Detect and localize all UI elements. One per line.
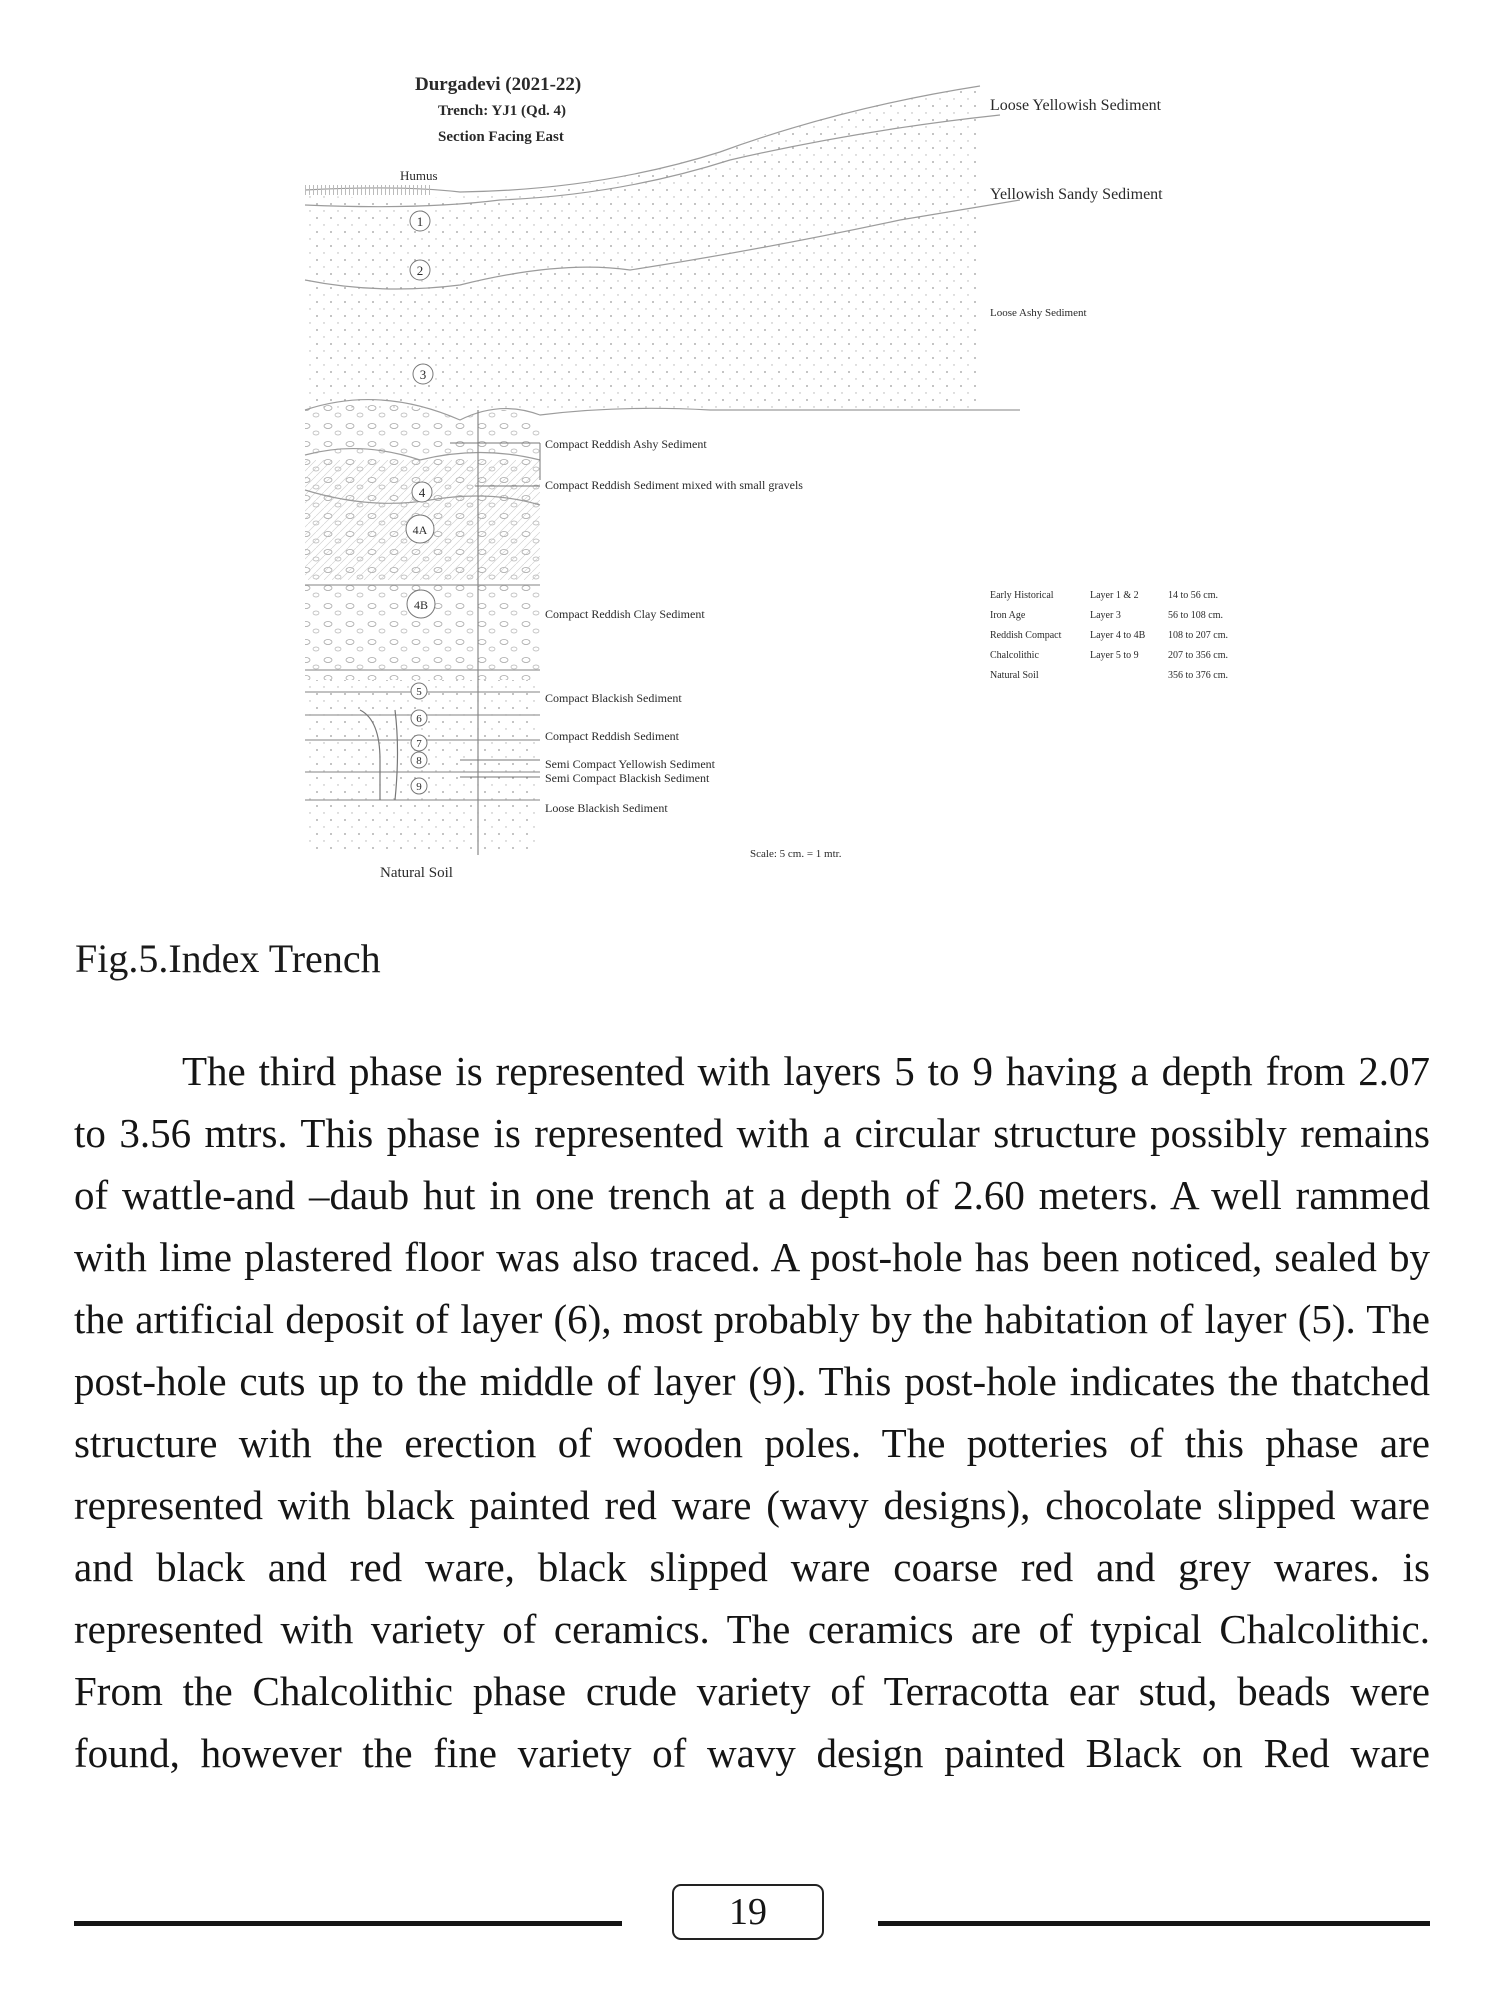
layer-marker: [412, 482, 432, 502]
layer-marker: [411, 683, 427, 699]
layer-marker: [411, 752, 427, 768]
layer-number: 9: [416, 781, 422, 793]
layer-number: 1: [416, 214, 424, 229]
layer-number: 8: [416, 755, 422, 767]
svg-text:Layer 4 to 4B: Layer 4 to 4B: [1090, 630, 1146, 641]
svg-text:Chalcolithic: Chalcolithic: [990, 650, 1039, 661]
layer-marker: [400, 168, 438, 183]
label-loose-ashy: Loose Ashy Sediment: [990, 307, 1087, 319]
layer-marker: [406, 515, 434, 543]
figure-trench: Trench: YJ1 (Qd. 4): [438, 103, 567, 119]
svg-text:Early Historical: Early Historical: [990, 590, 1054, 601]
layer-number: 4B: [413, 598, 429, 612]
svg-text:207 to 356 cm.: 207 to 356 cm.: [1168, 650, 1228, 661]
footer-rule-right: [878, 1921, 1430, 1926]
svg-text:Layer 3: Layer 3: [1090, 610, 1121, 621]
layer-marker: [410, 211, 430, 231]
svg-text:108 to 207 cm.: 108 to 207 cm.: [1168, 630, 1228, 641]
humus-label: Humus: [400, 168, 438, 183]
svg-text:Natural Soil: Natural Soil: [990, 670, 1039, 681]
label-layer9: Loose Blackish Sediment: [545, 801, 668, 815]
legend-row: [990, 610, 1223, 621]
label-layer4: Compact Reddish Ashy Sediment: [545, 437, 707, 451]
layer-number: 6: [416, 713, 422, 725]
svg-text:Reddish Compact: Reddish Compact: [990, 630, 1062, 641]
svg-text:Layer 1 & 2: Layer 1 & 2: [1090, 590, 1139, 601]
label-loose-yellowish: Loose Yellowish Sediment: [990, 97, 1162, 114]
label-layer6: Compact Reddish Sediment: [545, 729, 679, 743]
label-yellowish-sandy: Yellowish Sandy Sediment: [990, 186, 1163, 203]
layer-number: 7: [416, 738, 422, 750]
svg-text:Layer 5 to 9: Layer 5 to 9: [1090, 650, 1139, 661]
label-layer4b: Compact Reddish Clay Sediment: [545, 607, 705, 621]
svg-text:Iron Age: Iron Age: [990, 610, 1026, 621]
svg-text:14 to 56 cm.: 14 to 56 cm.: [1168, 590, 1218, 601]
layer-marker: [407, 590, 435, 618]
body-text: [74, 1040, 1430, 1784]
layer-marker: [411, 735, 427, 751]
figure-section: Section Facing East: [438, 129, 564, 145]
legend-row: [990, 670, 1228, 681]
legend-row: [990, 590, 1218, 601]
label-layer4a: Compact Reddish Sediment mixed with small gravels: [545, 478, 803, 492]
page-number: 19: [672, 1884, 824, 1940]
section-drawing: [300, 60, 1260, 920]
trench-section-figure: [300, 60, 1260, 920]
period-legend: [990, 590, 1228, 681]
layer-number: 3: [419, 367, 427, 382]
legend-row: [990, 650, 1228, 661]
layer-number: 4: [418, 485, 426, 500]
layer-marker: [411, 778, 427, 794]
layer-number: 5: [416, 686, 422, 698]
legend-row: [990, 630, 1228, 641]
svg-text:56 to 108 cm.: 56 to 108 cm.: [1168, 610, 1223, 621]
layer-marker: [411, 710, 427, 726]
layer-marker: [413, 364, 433, 384]
upper-deposit: [305, 88, 980, 410]
label-natural-soil: Natural Soil: [380, 865, 453, 881]
layer-number: 4A: [412, 523, 428, 537]
scale-text: Scale: 5 cm. = 1 mtr.: [750, 848, 842, 860]
footer-rule-left: [74, 1921, 622, 1926]
label-layer5: Compact Blackish Sediment: [545, 691, 682, 705]
figure-caption: Fig.5.Index Trench: [75, 936, 381, 981]
layer-marker: [410, 260, 430, 280]
layer-number: 2: [416, 263, 424, 278]
figure-title: Durgadevi (2021-22): [415, 74, 582, 95]
label-layer8: Semi Compact Blackish Sediment: [545, 771, 710, 785]
label-layer7: Semi Compact Yellowish Sediment: [545, 757, 716, 771]
body-paragraph: The third phase is represented with layers 5 to 9 having a depth from 2.07 to 3.56 mtrs. This phase is represented with a circular structure possibly remains of wattle-and –daub hut in one trench at a depth of 2.60 meters. A well rammed with lime plastered floor was also traced. A post-hole has been noticed, sealed by the artificial deposit of layer (6), most probably by the habitation of layer (5). The post-hole cuts up to the middle of layer (9). This post-hole indicates the thatched structure with the erection of wooden poles. The potteries of this phase are represented with black painted red ware (wavy designs), chocolate slipped ware and black and red ware, black slipped ware coarse red and grey wares. is represented with variety of ceramics. The ceramics are of typical Chalcolithic. From the Chalcolithic phase crude variety of Terracotta ear stud, beads were found, however the fine variety of wavy design painted Black on Red ware: [74, 1048, 1430, 1776]
svg-text:356 to 376 cm.: 356 to 376 cm.: [1168, 670, 1228, 681]
